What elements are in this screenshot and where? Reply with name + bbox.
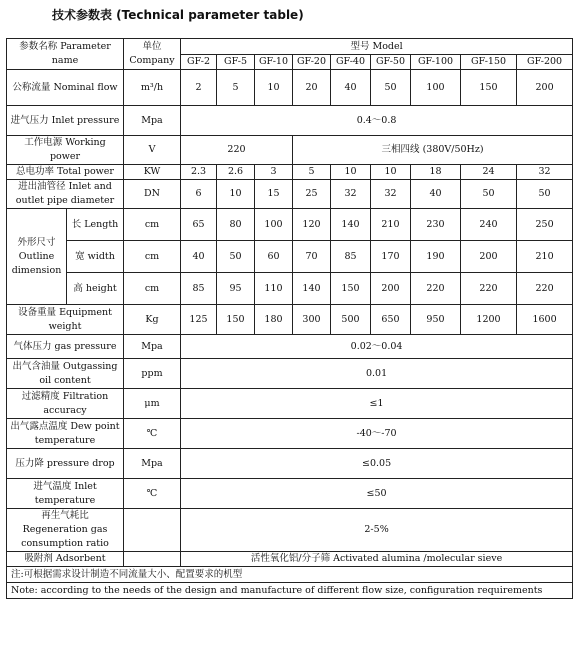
value-cell: 20 <box>293 70 331 106</box>
note-en: Note: according to the needs of the design and manufacture of different flow size, configuration requirements <box>7 583 573 599</box>
value-cell: 200 <box>517 70 573 106</box>
value-cell: 650 <box>371 305 411 335</box>
param-name: 压力降 pressure drop <box>7 449 124 479</box>
note-row <box>7 567 573 583</box>
note-cn: 注:可根据需求设计制造不同流量大小、配置要求的机型 <box>7 567 573 583</box>
dimension-group-label: 外形尺寸 Outline dimension <box>7 209 67 305</box>
value-cell: 210 <box>517 241 573 273</box>
param-name: 进气温度 Inlet temperature <box>7 479 124 509</box>
value-cell: 50 <box>461 180 517 209</box>
param-row <box>7 70 573 106</box>
value-cell: 150 <box>461 70 517 106</box>
value-cell: 950 <box>411 305 461 335</box>
value-cell: 3 <box>255 165 293 180</box>
value-cell: 80 <box>217 209 255 241</box>
param-name: 进气压力 Inlet pressure <box>7 106 124 136</box>
value-cell: 85 <box>331 241 371 273</box>
value-cell: 10 <box>371 165 411 180</box>
param-row <box>7 479 573 509</box>
dimension-name: 高 height <box>67 273 124 305</box>
parameter-table <box>6 38 573 599</box>
value-cell: 2.6 <box>217 165 255 180</box>
param-row <box>7 335 573 359</box>
value-cell: 5 <box>217 70 255 106</box>
param-name: 出气露点温度 Dew point temperature <box>7 419 124 449</box>
value-span: 2-5% <box>181 509 573 552</box>
param-name: 气体压力 gas pressure <box>7 335 124 359</box>
param-row <box>7 106 573 136</box>
value-cell: 2.3 <box>181 165 217 180</box>
value-cell: 24 <box>461 165 517 180</box>
value-cell: 190 <box>411 241 461 273</box>
value-cell: 10 <box>255 70 293 106</box>
value-cell: 300 <box>293 305 331 335</box>
param-unit <box>124 552 181 567</box>
param-unit: Kg <box>124 305 181 335</box>
value-span: 0.02～0.04 <box>181 335 573 359</box>
param-unit: ppm <box>124 359 181 389</box>
value-cell: 140 <box>293 273 331 305</box>
value-cell: 50 <box>371 70 411 106</box>
dimension-row <box>7 273 573 305</box>
value-cell: 100 <box>255 209 293 241</box>
value-cell: 150 <box>217 305 255 335</box>
value-cell: 150 <box>331 273 371 305</box>
value-cell: 32 <box>371 180 411 209</box>
value-cell: 220 <box>411 273 461 305</box>
param-unit <box>124 509 181 552</box>
param-name: 过滤精度 Filtration accuracy <box>7 389 124 419</box>
value-cell: 40 <box>181 241 217 273</box>
value-cell: 50 <box>517 180 573 209</box>
param-name: 再生气耗比 Regeneration gas consumption ratio <box>7 509 124 552</box>
dimension-unit: cm <box>124 273 181 305</box>
value-span: 活性氧化铝/分子筛 Activated alumina /molecular sieve <box>181 552 573 567</box>
param-name: 公称流量 Nominal flow <box>7 70 124 106</box>
value-cell: 1600 <box>517 305 573 335</box>
value-span: -40～-70 <box>181 419 573 449</box>
value-cell: 40 <box>331 70 371 106</box>
value-cell: 125 <box>181 305 217 335</box>
param-name: 进出油管径 Inlet and outlet pipe diameter <box>7 180 124 209</box>
dimension-name: 长 Length <box>67 209 124 241</box>
value-cell: 180 <box>255 305 293 335</box>
value-cell: 230 <box>411 209 461 241</box>
dimension-row <box>7 209 573 241</box>
value-cell: 220 <box>517 273 573 305</box>
value-cell: 140 <box>331 209 371 241</box>
value-span: ≤1 <box>181 389 573 419</box>
doc-title: 技术参数表 (Technical parameter table) <box>52 8 304 22</box>
note-row <box>7 583 573 599</box>
param-row <box>7 449 573 479</box>
value-cell: 250 <box>517 209 573 241</box>
param-name: 工作电源 Working power <box>7 136 124 165</box>
value-cell: 25 <box>293 180 331 209</box>
value-cell: 5 <box>293 165 331 180</box>
value-cell: 70 <box>293 241 331 273</box>
value-cell: 6 <box>181 180 217 209</box>
param-unit: KW <box>124 165 181 180</box>
value-cell: 200 <box>461 241 517 273</box>
param-row <box>7 180 573 209</box>
value-cell: 10 <box>217 180 255 209</box>
param-unit: ℃ <box>124 479 181 509</box>
value-cell: 85 <box>181 273 217 305</box>
param-row <box>7 552 573 567</box>
value-cell: 210 <box>371 209 411 241</box>
param-row <box>7 165 573 180</box>
param-name: 设备重量 Equipment weight <box>7 305 124 335</box>
param-name: 吸附剂 Adsorbent <box>7 552 124 567</box>
model-cell: GF-40 <box>331 55 371 70</box>
param-row <box>7 359 573 389</box>
value-cell: 15 <box>255 180 293 209</box>
dimension-unit: cm <box>124 209 181 241</box>
value-cell: 500 <box>331 305 371 335</box>
value-cell: 10 <box>331 165 371 180</box>
model-header: 型号 Model <box>181 39 573 55</box>
param-row <box>7 509 573 552</box>
value-cell: 2 <box>181 70 217 106</box>
value-span: 0.4～0.8 <box>181 106 573 136</box>
param-unit: Mpa <box>124 449 181 479</box>
model-cell: GF-150 <box>461 55 517 70</box>
model-cell: GF-20 <box>293 55 331 70</box>
value-span: 0.01 <box>181 359 573 389</box>
model-cell: GF-200 <box>517 55 573 70</box>
value-cell: 18 <box>411 165 461 180</box>
dimension-row <box>7 241 573 273</box>
param-unit: μm <box>124 389 181 419</box>
value-span: 三相四线 (380V/50Hz) <box>293 136 573 165</box>
param-row <box>7 389 573 419</box>
param-unit: DN <box>124 180 181 209</box>
value-cell: 120 <box>293 209 331 241</box>
header-row <box>7 39 573 55</box>
param-row <box>7 305 573 335</box>
param-name: 出气含油量 Outgassing oil content <box>7 359 124 389</box>
value-cell: 200 <box>371 273 411 305</box>
value-cell: 32 <box>517 165 573 180</box>
value-span: ≤0.05 <box>181 449 573 479</box>
value-cell: 50 <box>217 241 255 273</box>
model-cell: GF-5 <box>217 55 255 70</box>
value-span: 220 <box>181 136 293 165</box>
dimension-name: 宽 width <box>67 241 124 273</box>
param-unit: V <box>124 136 181 165</box>
param-row <box>7 136 573 165</box>
value-cell: 65 <box>181 209 217 241</box>
value-cell: 170 <box>371 241 411 273</box>
param-unit: ℃ <box>124 419 181 449</box>
value-cell: 60 <box>255 241 293 273</box>
value-cell: 32 <box>331 180 371 209</box>
param-name: 总电功率 Total power <box>7 165 124 180</box>
unit-header: 单位 Company <box>124 39 181 70</box>
dimension-unit: cm <box>124 241 181 273</box>
model-cell: GF-50 <box>371 55 411 70</box>
value-cell: 110 <box>255 273 293 305</box>
value-cell: 95 <box>217 273 255 305</box>
value-cell: 40 <box>411 180 461 209</box>
value-span: ≤50 <box>181 479 573 509</box>
param-unit: Mpa <box>124 335 181 359</box>
value-cell: 240 <box>461 209 517 241</box>
value-cell: 1200 <box>461 305 517 335</box>
param-row <box>7 419 573 449</box>
param-unit: m³/h <box>124 70 181 106</box>
value-cell: 220 <box>461 273 517 305</box>
model-cell: GF-10 <box>255 55 293 70</box>
model-cell: GF-2 <box>181 55 217 70</box>
value-cell: 100 <box>411 70 461 106</box>
model-cell: GF-100 <box>411 55 461 70</box>
param-unit: Mpa <box>124 106 181 136</box>
param-name-header: 参数名称 Parameter name <box>7 39 124 70</box>
